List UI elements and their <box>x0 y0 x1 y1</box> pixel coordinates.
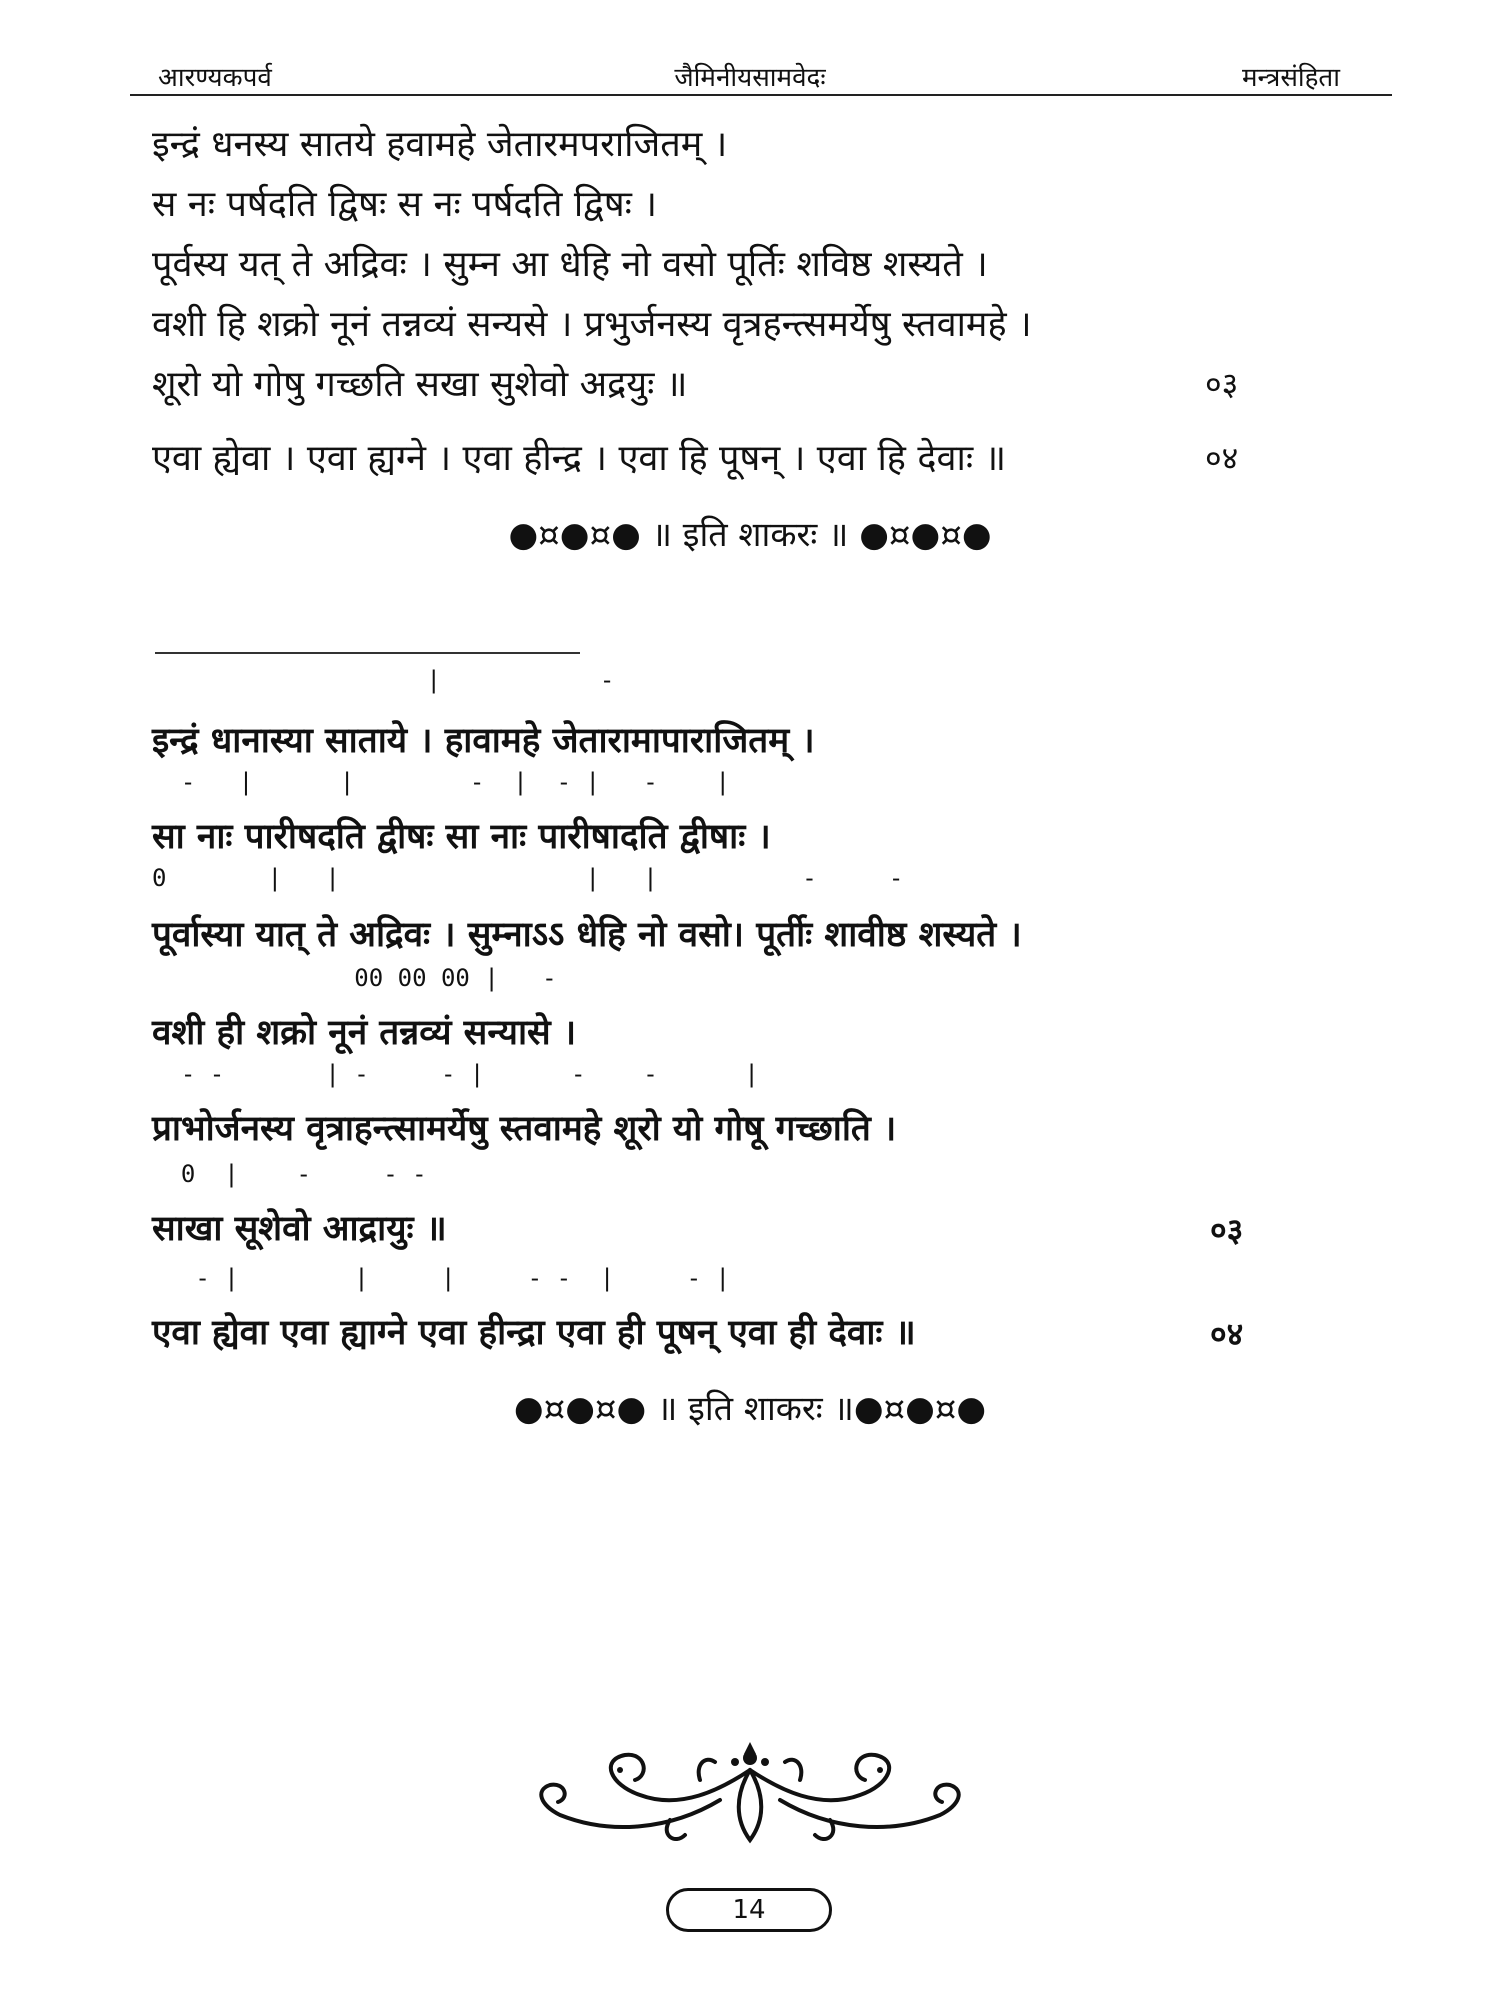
verse-number: ०३ <box>1205 365 1239 403</box>
verse-line: इन्द्रं धानास्या साताये । हावामहे जेतारामापाराजितम् । <box>152 721 815 761</box>
verse-number: ०४ <box>1205 439 1239 477</box>
ornament-icon <box>520 1740 980 1850</box>
accent-marks: - - | - - | - - | <box>152 1060 759 1088</box>
verse-number: ०४ <box>1210 1315 1244 1353</box>
accent-marks: - | | | - - | - | <box>152 1264 730 1292</box>
header-rule <box>130 94 1392 96</box>
verse-line: पूर्वस्य यत् ते अद्रिवः । सुम्न आ धेहि नो वसो पूर्तिः शविष्ठ शस्यते । <box>152 244 988 285</box>
accent-marks: - | | - | - | - | <box>152 768 730 796</box>
verse-line: पूर्वास्या यात् ते अद्रिवः । सुम्नाऽऽ धेहि नो वसो। पूर्तीः शावीष्ठ शस्यते । <box>152 915 1022 955</box>
verse-line: वशी ही शक्रो नूनं तन्नव्यं सन्यासे । <box>152 1013 577 1053</box>
section-divider: ●¤●¤● ॥ इति शाकरः ॥●¤●¤● <box>513 1389 987 1429</box>
page-number: 14 <box>666 1888 832 1932</box>
footnote-rule <box>155 652 580 654</box>
accent-marks: | - <box>152 666 615 694</box>
section-divider: ●¤●¤● ॥ इति शाकरः ॥ ●¤●¤● <box>508 515 992 555</box>
verse-line: एवा ह्येवा एवा ह्याग्ने एवा हीन्द्रा एवा ही पूषन् एवा ही देवाः ॥ <box>152 1313 916 1353</box>
accent-marks: 00 00 00 | - <box>152 964 557 992</box>
header-left: आरण्यकपर्व <box>158 63 272 93</box>
header-center: जैमिनीयसामवेदः <box>674 63 826 93</box>
verse-line: सा नाः पारीषदति द्वीषः सा नाः पारीषादति द्वीषाः । <box>152 817 771 857</box>
accent-marks: 0 | | | | - - <box>152 864 904 892</box>
verse-line: प्राभोर्जनस्य वृत्राहन्त्सामर्येषु स्तवामहे शूरो यो गोषू गच्छाति । <box>152 1109 897 1149</box>
verse-number: ०३ <box>1210 1211 1244 1249</box>
verse-line: स नः पर्षदति द्विषः स नः पर्षदति द्विषः । <box>152 184 658 225</box>
header-right: मन्त्रसंहिता <box>1241 63 1340 93</box>
verse-line: वशी हि शक्रो नूनं तन्नव्यं सन्यसे । प्रभुर्जनस्य वृत्रहन्त्समर्येषु स्तवामहे । <box>152 304 1032 345</box>
accent-marks: 0 | - - - <box>152 1160 427 1188</box>
verse-line: इन्द्रं धनस्य सातये हवामहे जेतारमपराजितम् । <box>152 124 728 165</box>
verse-line: एवा ह्येवा । एवा ह्यग्ने । एवा हीन्द्र । एवा हि पूषन् । एवा हि देवाः ॥ <box>152 438 1007 479</box>
verse-line: साखा सूशेवो आद्रायुः ॥ <box>152 1209 447 1249</box>
verse-line: शूरो यो गोषु गच्छति सखा सुशेवो अद्रयुः ॥ <box>152 364 688 405</box>
